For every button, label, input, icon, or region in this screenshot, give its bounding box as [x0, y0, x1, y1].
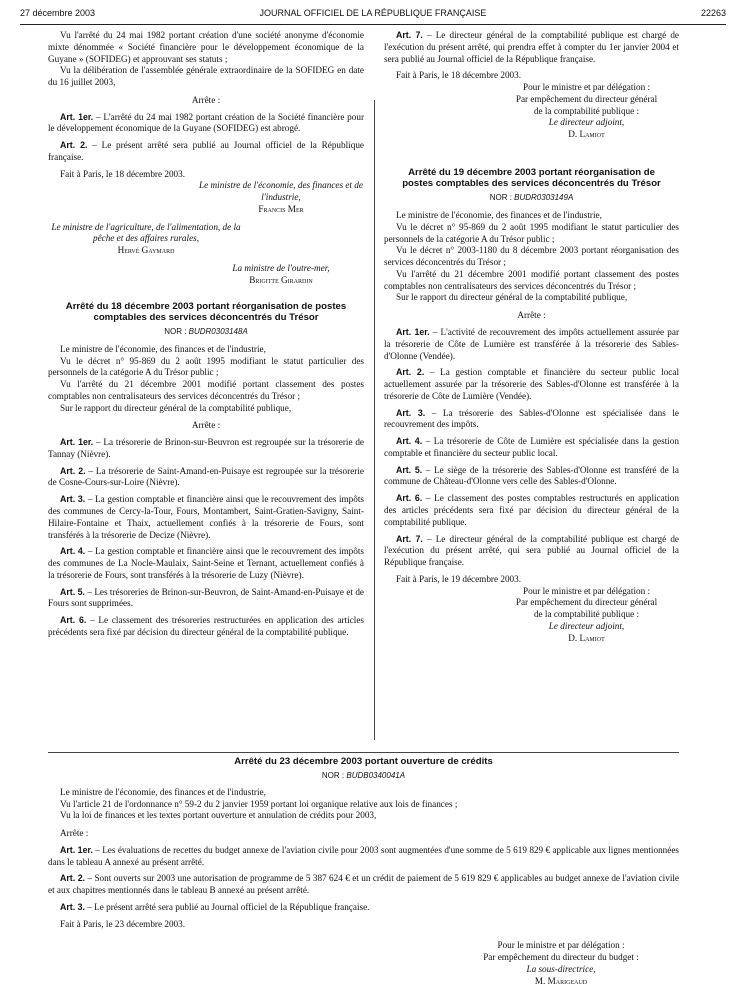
signatory-name: Hervé Gaymard	[117, 245, 175, 256]
article-label: Art. 4.	[396, 436, 423, 447]
arrete-heading: Arrête :	[60, 828, 89, 839]
signature-block	[494, 586, 679, 645]
article-label: Art. 2.	[60, 140, 88, 151]
article-label: Art. 1er.	[60, 111, 94, 122]
intro-paragraph: Vu l'arrêté du 21 décembre 2001 modifié portant classement des postes comptables non centralisateurs des services déconcentrés du Trésor ;	[384, 268, 679, 291]
article-label: Art. 4.	[60, 546, 86, 557]
signatory-role: Le directeur adjoint,	[548, 620, 625, 631]
article	[48, 140, 364, 164]
article	[384, 534, 679, 569]
column-divider	[374, 100, 375, 740]
article-label: Art. 6.	[396, 493, 423, 504]
signatory-name: D. Lamiot	[568, 632, 605, 643]
decree-title: Arrêté du 18 décembre 2003 portant réorganisation de postes comptables des services déconcentrés du Trésor	[65, 300, 347, 324]
article	[384, 408, 679, 432]
header-journal-title: JOURNAL OFFICIEL DE LA RÉPUBLIQUE FRANÇAISE	[259, 8, 487, 18]
right-column	[384, 30, 679, 644]
done-at: Fait à Paris, le 19 décembre 2003.	[396, 573, 522, 584]
article-text: – Les trésoreries de Brinon-sur-Beuvron, de Saint-Amand-en-Puisaye et de Fours sont supprimées.	[48, 586, 364, 609]
article-text: – Le classement des postes comptables restructurés en application des articles précédents sera fixé par décision du directeur général de la comptabilité publique.	[384, 493, 679, 527]
left-column	[48, 30, 364, 644]
signatory-title: Le ministre de l'économie, des finances et de l'industrie,	[199, 180, 363, 203]
article-text: – Le présent arrêté sera publié au Journal officiel de la République française.	[48, 140, 364, 162]
article-label: Art. 7.	[396, 533, 423, 544]
intro-paragraph: Sur le rapport du directeur général de la comptabilité publique,	[396, 292, 628, 303]
article-text: – Le directeur général de la comptabilité publique est chargé de l'exécution du présent arrêté, qui sera publié au Journal officiel de la République française.	[384, 533, 679, 568]
signatory-name: M. Marigeaud	[534, 975, 588, 986]
signature-line: de la comptabilité publique :	[533, 609, 640, 620]
article	[48, 112, 364, 136]
arrete-heading: Arrête :	[191, 94, 221, 105]
nor-reference: NOR : BUDR0303148A	[164, 326, 248, 336]
article	[48, 466, 364, 490]
signature-line: Pour le ministre et par délégation :	[522, 585, 651, 596]
article-text: – La gestion comptable et financière ainsi que le recouvrement des impôts des communes de La Nocle-Maulaix, Saint-Seine et Ternant, actuellement confiés à la trésorerie de Fours, sont transférés à la trésorerie de Luzy (Nièvre).	[48, 546, 364, 580]
signature-line: Par empêchement du directeur général	[515, 597, 658, 608]
signatory-title: Le ministre de l'agriculture, de l'alimentation, de la pêche et des affaires rurales,	[51, 221, 241, 244]
article-label: Art. 2.	[60, 465, 86, 476]
arrete-heading: Arrête :	[517, 310, 546, 321]
section-divider	[48, 752, 679, 753]
page-header	[20, 8, 726, 20]
signature-line: de la comptabilité publique :	[533, 105, 640, 116]
signature-line: Par empêchement du directeur du budget :	[483, 952, 639, 963]
done-at: Fait à Paris, le 23 décembre 2003.	[60, 918, 186, 929]
article-text: – Les évaluations de recettes du budget annexe de l'aviation civile pour 2003 sont augmentées d'une somme de 5 619 829 € applicable aux lignes mentionnées dans le tableau A annexé au présent arrêté.	[48, 844, 679, 867]
article	[48, 587, 364, 611]
decree-title: Arrêté du 19 décembre 2003 portant réorganisation de postes comptables des services déconcentrés du Trésor	[402, 166, 661, 190]
article	[48, 494, 364, 541]
article-label: Art. 5.	[396, 464, 423, 475]
signatory-title: La ministre de l'outre-mer,	[232, 263, 330, 274]
article	[48, 845, 679, 869]
signatory-role: La sous-directrice,	[526, 963, 596, 974]
signatory-role: Le directeur adjoint,	[548, 117, 625, 128]
article	[384, 327, 679, 362]
article-label: Art. 1er.	[396, 327, 430, 338]
intro-paragraph: Vu le décret n° 2003-1180 du 8 décembre 2003 portant réorganisation des services déconcentrés du Trésor ;	[384, 245, 679, 268]
intro-paragraph: Vu la délibération de l'assemblée générale extraordinaire de la SOFIDEG en date du 16 juillet 2003,	[48, 65, 364, 88]
header-page-number: 22263	[700, 8, 726, 18]
done-at: Fait à Paris, le 18 décembre 2003.	[60, 168, 186, 179]
article-label: Art. 5.	[60, 586, 85, 597]
article	[48, 437, 364, 461]
intro-paragraph: Le ministre de l'économie, des finances et de l'industrie,	[396, 210, 602, 221]
article-text: – La gestion comptable et financière du secteur public local actuellement assurée par la trésorerie des Sables-d'Olonne est transférée à la trésorerie de Côte de Lumière (Vendée).	[384, 367, 679, 401]
article	[384, 367, 679, 402]
article	[384, 30, 679, 65]
signature-block	[494, 82, 679, 141]
intro-paragraph: Vu le décret n° 95-869 du 2 août 1995 modifiant le statut particulier des personnels de la catégorie A du Trésor public ;	[384, 221, 679, 244]
article	[384, 465, 679, 489]
article-label: Art. 3.	[60, 901, 85, 912]
article-text: – La trésorerie de Brinon-sur-Beuvron est regroupée sur la trésorerie de Tannay (Nièvre).	[48, 437, 364, 459]
arrete-heading: Arrête :	[191, 420, 221, 431]
article-text: – L'arrêté du 24 mai 1982 portant création de la Société financière pour le développement économique de la Guyane (SOFIDEG) est abrogé.	[48, 111, 364, 134]
signature-line: Pour le ministre et par délégation :	[497, 940, 625, 951]
article-text: – Le présent arrêté sera publié au Journal officiel de la République française.	[84, 901, 370, 912]
intro-paragraph: Le ministre de l'économie, des finances et de l'industrie,	[60, 343, 266, 354]
decree-title: Arrêté du 23 décembre 2003 portant ouverture de crédits	[234, 756, 493, 767]
header-rule	[20, 24, 726, 25]
full-width-decree	[48, 756, 679, 987]
article-text: – La trésorerie des Sables-d'Olonne est spécialisée dans le recouvrement des impôts.	[384, 407, 679, 430]
article-text: – Sont ouverts sur 2003 une autorisation de programme de 5 387 624 € et un crédit de paiement de 5 619 829 € applicables au budget annexe de l'aviation civile et aux chapitres mentionnés dans le tableau B annexé au présent arrêté.	[48, 873, 680, 896]
nor-reference: NOR : BUDR0303149A	[489, 192, 574, 202]
signature-line: Pour le ministre et par délégation :	[522, 82, 651, 93]
article-label: Art. 2.	[60, 873, 86, 884]
article	[48, 615, 364, 639]
intro-paragraph: Vu l'arrêté du 24 mai 1982 portant création d'une société anonyme d'économie mixte dénommée « Société financière pour le développement économique de la Guyane » (SOFIDEG) et approuvant ses statuts ;	[48, 30, 364, 64]
intro-paragraph: Vu le décret n° 95-869 du 2 août 1995 modifiant le statut particulier des personnels de la catégorie A du Trésor public ;	[48, 355, 364, 378]
article-text: – La trésorerie de Saint-Amand-en-Puisaye est regroupée sur la trésorerie de Cosne-Cours-sur-Loire (Nièvre).	[48, 465, 364, 488]
header-date: 27 décembre 2003	[20, 8, 96, 18]
intro-paragraph: Vu la loi de finances et les textes portant ouverture et annulation de crédits pour 2003,	[60, 810, 377, 821]
article-text: – Le classement des trésoreries restructurées en application des articles précédents sera fixé par décision du directeur général de la comptabilité publique.	[48, 615, 364, 637]
nor-reference: NOR : BUDB0340041A	[321, 770, 406, 780]
article-label: Art. 1er.	[60, 437, 94, 448]
done-at: Fait à Paris, le 18 décembre 2003.	[396, 70, 522, 81]
article	[384, 493, 679, 528]
signatory-name: Brigitte Girardin	[249, 274, 313, 285]
article-label: Art. 6.	[60, 615, 87, 626]
signature-block	[443, 940, 679, 987]
article	[48, 902, 679, 914]
intro-paragraph: Sur le rapport du directeur général de la comptabilité publique,	[60, 402, 292, 413]
signature-line: Par empêchement du directeur général	[515, 93, 658, 104]
intro-paragraph: Vu l'arrêté du 21 décembre 2001 modifié portant classement des postes comptables non centralisateurs des services déconcentrés du Trésor ;	[48, 379, 364, 401]
signatory-name: D. Lamiot	[568, 129, 605, 140]
article-text: – Le siège de la trésorerie des Sables-d'Olonne est transféré de la commune de Château-d'Olonne vers celle des Sables-d'Olonne.	[384, 464, 679, 487]
article-text: – La gestion comptable et financière ainsi que le recouvrement des impôts des communes de Cercy-la-Tour, Fours, Montambert, Saint-Gratien-Savigny, Saint-Hilaire-Fontaine et Thaix, actuellement confiés à la trésorerie de Fours, sont transférés à la trésorerie de Decize (Nièvre).	[48, 494, 364, 540]
article-label: Art. 3.	[396, 407, 426, 418]
article	[48, 873, 679, 897]
signatory-name: Francis Mer	[258, 203, 304, 214]
intro-paragraph: Le ministre de l'économie, des finances et de l'industrie,	[60, 786, 266, 797]
article-label: Art. 1er.	[60, 844, 93, 855]
article	[48, 546, 364, 581]
article	[384, 436, 679, 460]
article-text: – La trésorerie de Côte de Lumière est spécialisée dans la gestion comptable et financière du secteur public local.	[384, 436, 679, 458]
article-label: Art. 2.	[396, 367, 425, 378]
article-label: Art. 3.	[60, 494, 86, 505]
intro-paragraph: Vu l'article 21 de l'ordonnance n° 59-2 du 2 janvier 1959 portant loi organique relative aux lois de finances ;	[60, 798, 458, 809]
article-text: – L'activité de recouvrement des impôts actuellement assurée par la trésorerie de Côte de Lumière est transférée à la trésorerie des Sables-d'Olonne (Vendée).	[384, 327, 679, 361]
article-text: – Le directeur général de la comptabilité publique est chargé de l'exécution du présent arrêté, qui prendra effet à compter du 1er janvier 2004 et sera publié au Journal officiel de la République française.	[384, 30, 679, 64]
article-label: Art. 7.	[396, 30, 423, 40]
